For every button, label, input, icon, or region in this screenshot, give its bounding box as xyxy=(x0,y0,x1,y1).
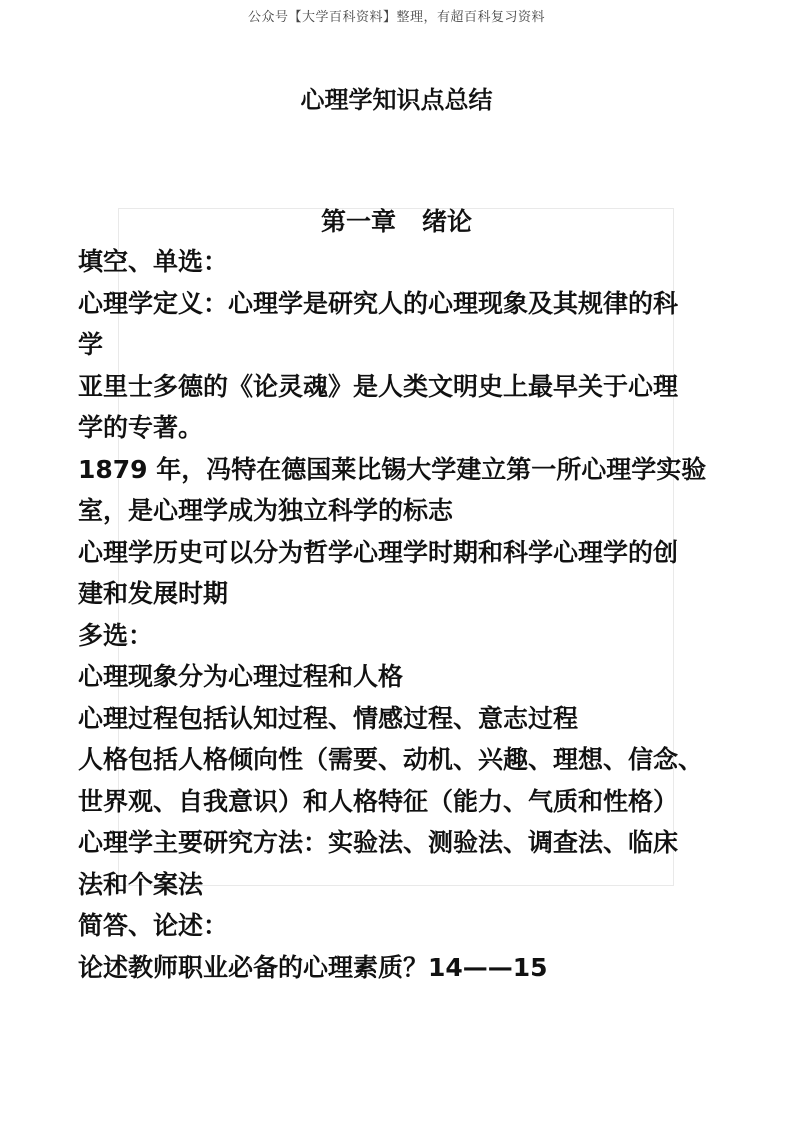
page-header: 公众号【大学百科资料】整理，有超百科复习资料 xyxy=(247,10,545,25)
body-line: 学 xyxy=(78,330,104,359)
section-label-multiple-choice: 多选： xyxy=(78,620,154,650)
body-line: 心理学主要研究方法：实验法、测验法、调查法、临床 xyxy=(78,828,679,857)
body-line: 心理学历史可以分为哲学心理学时期和科学心理学的创 xyxy=(78,537,679,567)
section-label-short-answer: 简答、论述： xyxy=(78,911,229,940)
body-line: 建和发展时期 xyxy=(78,579,229,608)
body-line: 室，是心理学成为独立科学的标志 xyxy=(78,496,454,525)
body-line: 学的专著。 xyxy=(78,413,204,442)
body-line: 心理学定义：心理学是研究人的心理现象及其规律的科 xyxy=(78,288,679,318)
body-line: 世界观、自我意识）和人格特征（能力、气质和性格） xyxy=(78,786,679,816)
body-line: 人格包括人格倾向性（需要、动机、兴趣、理想、信念、 xyxy=(78,745,704,774)
document-title: 心理学知识点总结 xyxy=(300,86,493,114)
body-line: 论述教师职业必备的心理素质？14——15 xyxy=(78,952,548,982)
body-line: 1879 年，冯特在德国莱比锡大学建立第一所心理学实验 xyxy=(78,454,707,484)
document-body xyxy=(78,241,738,988)
chapter-heading: 第一章 绪论 xyxy=(320,207,473,236)
body-line: 心理过程包括认知过程、情感过程、意志过程 xyxy=(78,703,579,733)
section-label-fill-in: 填空、单选： xyxy=(78,247,229,276)
body-line: 心理现象分为心理过程和人格 xyxy=(78,662,404,691)
body-line: 法和个案法 xyxy=(78,869,204,899)
body-line: 亚里士多德的《论灵魂》是人类文明史上最早关于心理 xyxy=(78,371,679,401)
